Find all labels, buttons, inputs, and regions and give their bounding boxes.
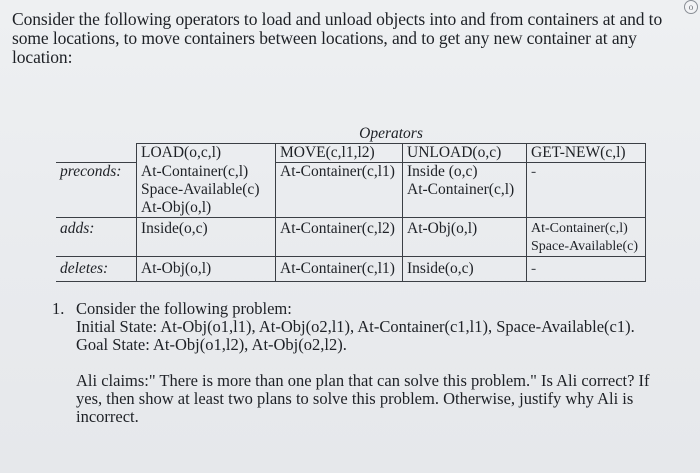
- question-1: [52, 300, 672, 426]
- goal-state: Goal State: At-Obj(o1,l2), At-Obj(o2,l2).: [76, 335, 347, 354]
- operators-table: [56, 125, 646, 282]
- row-label-preconds: preconds:: [56, 163, 137, 218]
- claim-text: Ali claims:" There is more than one plan that can solve this problem." Is Ali correct? If yes, then show at least two plans to solve this problem. Otherwise, justify why Ali is incorrect.: [76, 371, 650, 426]
- cell-line: At-Obj(o,l): [141, 259, 212, 277]
- deletes-getnew: [527, 256, 646, 281]
- initial-state: Initial State: At-Obj(o1,l1), At-Obj(o2,l1), At-Container(c1,l1), Space-Available(c1).: [76, 317, 635, 336]
- header-getnew: GET-NEW(c,l): [527, 144, 646, 163]
- cell-line: At-Container(c,l): [531, 220, 628, 236]
- cell-line: -: [531, 163, 537, 180]
- cell-line: Space-Available(c): [141, 180, 260, 198]
- cell-line: At-Container(c,l): [141, 162, 249, 180]
- cell-line: At-Obj(o,l): [407, 219, 478, 237]
- preconds-move: [276, 163, 403, 218]
- row-label-adds: adds:: [56, 217, 137, 256]
- adds-move: [276, 217, 403, 256]
- cell-line: Inside(o,c): [141, 219, 208, 237]
- table-caption: Operators: [359, 125, 423, 142]
- intro-paragraph: Consider the following operators to load and unload objects into and from containers at and to some locations, to move containers between locations, and to get any new container at any location:: [12, 9, 663, 67]
- preconds-unload: [403, 163, 527, 218]
- cell-line: Space-Available(c): [531, 238, 639, 254]
- header-unload: UNLOAD(o,c): [403, 144, 527, 163]
- cell-line: At-Container(c,l1): [280, 259, 395, 277]
- preconds-load: [137, 163, 276, 218]
- adds-getnew: [527, 217, 646, 256]
- problem-intro: Consider the following problem:: [76, 299, 292, 318]
- row-label-deletes: deletes:: [56, 256, 137, 281]
- adds-load: [137, 217, 276, 256]
- deletes-unload: [403, 256, 527, 281]
- cell-line: At-Obj(o,l): [141, 198, 212, 216]
- corner-circle-icon: o: [684, 0, 698, 14]
- cell-line: Inside(o,c): [407, 259, 474, 277]
- cell-line: -: [531, 259, 537, 277]
- adds-unload: [403, 217, 527, 256]
- cell-line: Inside (o,c): [407, 163, 478, 180]
- deletes-load: [137, 256, 276, 281]
- cell-line: At-Container(c,l): [407, 181, 515, 198]
- cell-line: At-Container(c,l2): [280, 219, 395, 237]
- header-move: MOVE(c,l1,l2): [276, 144, 403, 163]
- preconds-getnew: [527, 163, 646, 218]
- header-load: LOAD(o,c,l): [137, 144, 276, 163]
- question-number: 1.: [52, 299, 65, 318]
- deletes-move: [276, 256, 403, 281]
- cell-line: At-Container(c,l1): [280, 163, 395, 180]
